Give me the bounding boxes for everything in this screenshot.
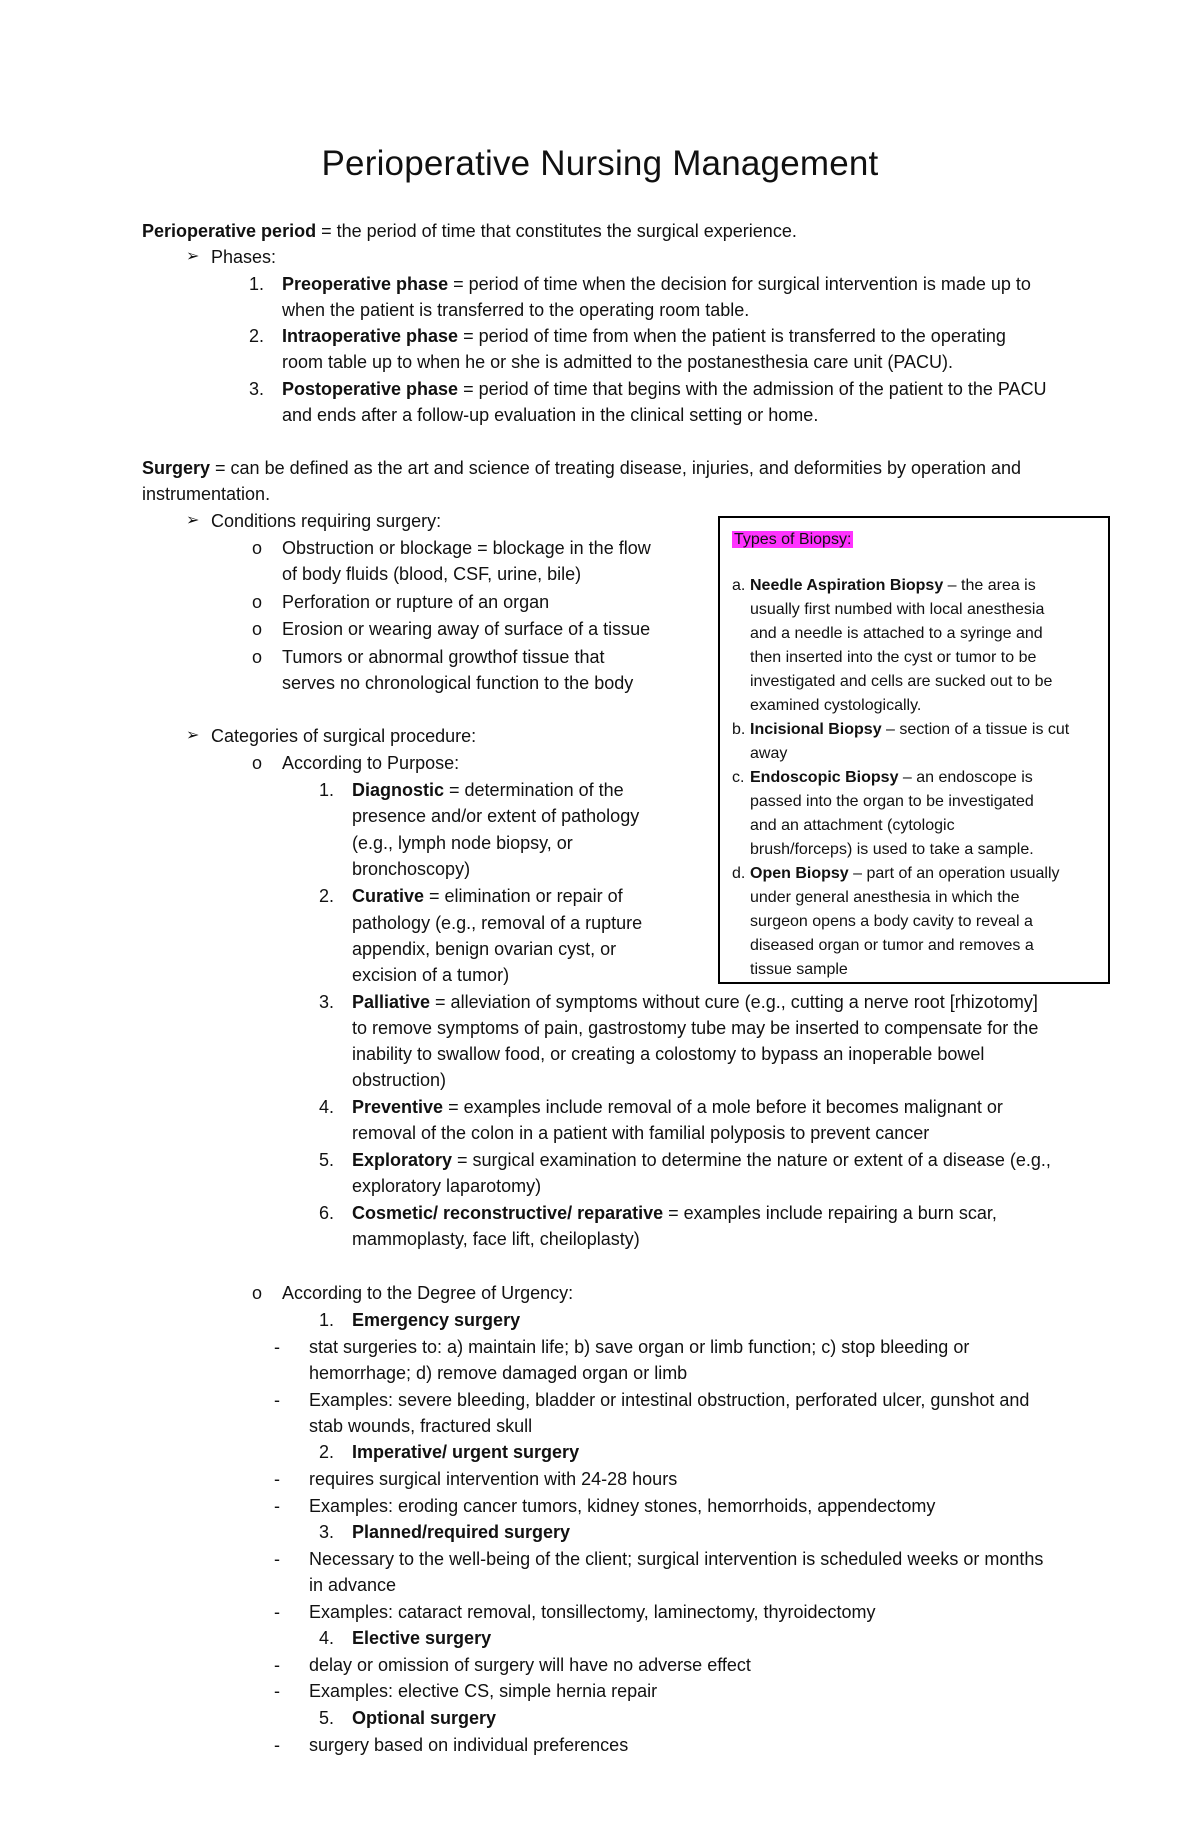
purpose-term: Palliative [352,992,431,1012]
dash-bullet: - [274,1469,280,1489]
purpose-diagnostic [352,777,624,803]
conditions-label: Conditions requiring surgery: [211,511,442,531]
phase-text: = period of time that begins with the admission of the patient to the PACU [458,379,1047,399]
phase-text: when the patient is transferred to the operating room table. [282,300,750,320]
biopsy-term: Incisional Biopsy [750,721,882,738]
phase-intraoperative [282,323,1006,349]
period-definition [142,218,797,244]
phase-term: Postoperative phase [282,379,459,399]
biopsy-text: surgeon opens a body cavity to reveal a [750,913,1033,930]
purpose-label: According to Purpose: [282,753,460,773]
urgency-elective: Elective surgery [352,1628,492,1648]
surgery-term: Surgery [142,458,211,478]
urgency-number: 4. [318,1628,334,1648]
purpose-number: 3. [318,992,334,1012]
dash-bullet: - [274,1390,280,1410]
urgency-item: stab wounds, fractured skull [309,1416,533,1436]
period-def: = the period of time that constitutes the surgical experience. [316,221,797,241]
urgency-item: stat surgeries to: a) maintain life; b) save organ or limb function; c) stop bleeding or [309,1337,970,1357]
phase-number: 1. [248,274,264,294]
purpose-text: = surgical examination to determine the nature or extent of a disease (e.g., [452,1150,1051,1170]
surgery-def: instrumentation. [142,484,271,504]
purpose-number: 5. [318,1150,334,1170]
purpose-number: 4. [318,1097,334,1117]
phase-term: Intraoperative phase [282,326,459,346]
urgency-item: Examples: severe bleeding, bladder or intestinal obstruction, perforated ulcer, gunshot and [309,1390,1030,1410]
biopsy-text: under general anesthesia in which the [750,889,1020,906]
purpose-text: pathology (e.g., removal of a rupture [352,913,643,933]
purpose-number: 6. [318,1203,334,1223]
biopsy-text: – an endoscope is [898,769,1033,786]
phase-number: 3. [248,379,264,399]
biopsy-text: diseased organ or tumor and removes a [750,937,1034,954]
condition-item: of body fluids (blood, CSF, urine, bile) [282,564,582,584]
phase-postoperative [282,376,1047,402]
purpose-text: bronchoscopy) [352,859,471,879]
purpose-term: Curative [352,886,425,906]
phase-preoperative [282,271,1031,297]
purpose-text: = elimination or repair of [424,886,623,906]
urgency-planned: Planned/required surgery [352,1522,571,1542]
urgency-optional: Optional surgery [352,1708,497,1728]
purpose-curative [352,883,623,909]
phase-term: Preoperative phase [282,274,449,294]
biopsy-endoscopic [750,766,1033,790]
purpose-text: = examples include repairing a burn scar, [663,1203,997,1223]
purpose-preventive [352,1094,1003,1120]
purpose-text: = determination of the [444,780,624,800]
urgency-number: 1. [318,1310,334,1330]
biopsy-text: – the area is [943,577,1036,594]
biopsy-letter: a. [732,577,746,594]
arrow-bullet-icon: ➢ [186,727,200,744]
circle-bullet-icon: o [252,647,263,667]
biopsy-letter: d. [732,865,746,882]
condition-item: Perforation or rupture of an organ [282,592,550,612]
urgency-number: 5. [318,1708,334,1728]
purpose-cosmetic [352,1200,997,1226]
purpose-text: inability to swallow food, or creating a colostomy to bypass an inoperable bowel [352,1044,985,1064]
biopsy-open [750,862,1060,886]
circle-bullet-icon: o [252,619,263,639]
urgency-emergency: Emergency surgery [352,1310,521,1330]
condition-item: serves no chronological function to the body [282,673,634,693]
phases-label: Phases: [211,247,277,267]
circle-bullet-icon: o [252,592,263,612]
urgency-item: in advance [309,1575,397,1595]
purpose-text: = alleviation of symptoms without cure (e.g., cutting a nerve root [rhizotomy] [430,992,1038,1012]
phase-text: room table up to when he or she is admitted to the postanesthesia care unit (PACU). [282,352,954,372]
purpose-term: Exploratory [352,1150,453,1170]
condition-item: Tumors or abnormal growthof tissue that [282,647,605,667]
biopsy-term: Needle Aspiration Biopsy [750,577,944,594]
biopsy-heading-highlight: Types of Biopsy: [734,531,852,548]
arrow-bullet-icon: ➢ [186,248,200,265]
period-term: Perioperative period [142,221,317,241]
circle-bullet-icon: o [252,753,263,773]
biopsy-box [718,516,1110,984]
biopsy-text: tissue sample [750,961,848,978]
biopsy-needle [750,574,1036,598]
purpose-text: (e.g., lymph node biopsy, or [352,833,573,853]
urgency-number: 3. [318,1522,334,1542]
biopsy-text: and an attachment (cytologic [750,817,955,834]
biopsy-text: then inserted into the cyst or tumor to be [750,649,1037,666]
page-title: Perioperative Nursing Management [321,144,879,183]
biopsy-text: examined cystologically. [750,697,922,714]
phase-text: = period of time from when the patient is transferred to the operating [458,326,1006,346]
circle-bullet-icon: o [252,1283,263,1303]
surgery-definition [142,455,1021,481]
urgency-item: requires surgical intervention with 24-28 hours [309,1469,678,1489]
circle-bullet-icon: o [252,538,263,558]
phase-text: = period of time when the decision for surgical intervention is made up to [448,274,1031,294]
purpose-number: 2. [318,886,334,906]
purpose-text: removal of the colon in a patient with familial polyposis to prevent cancer [352,1123,930,1143]
arrow-bullet-icon: ➢ [186,512,200,529]
dash-bullet: - [274,1602,280,1622]
purpose-text: appendix, benign ovarian cyst, or [352,939,617,959]
dash-bullet: - [274,1549,280,1569]
purpose-palliative [352,989,1038,1015]
phase-number: 2. [248,326,264,346]
purpose-term: Preventive [352,1097,444,1117]
biopsy-text: investigated and cells are sucked out to be [750,673,1053,690]
urgency-item: delay or omission of surgery will have no adverse effect [309,1655,751,1675]
biopsy-text: away [750,745,788,762]
purpose-text: presence and/or extent of pathology [352,806,640,826]
dash-bullet: - [274,1735,280,1755]
dash-bullet: - [274,1681,280,1701]
condition-item: Erosion or wearing away of surface of a tissue [282,619,651,639]
dash-bullet: - [274,1655,280,1675]
urgency-item: Examples: cataract removal, tonsillectomy, laminectomy, thyroidectomy [309,1602,876,1622]
urgency-item: Examples: eroding cancer tumors, kidney stones, hemorrhoids, appendectomy [309,1496,936,1516]
urgency-item: Necessary to the well-being of the client; surgical intervention is scheduled weeks or months [309,1549,1044,1569]
phase-text: and ends after a follow-up evaluation in the clinical setting or home. [282,405,819,425]
purpose-text: exploratory laparotomy) [352,1176,542,1196]
urgency-item: hemorrhage; d) remove damaged organ or limb [309,1363,688,1383]
purpose-exploratory [352,1147,1051,1173]
biopsy-term: Endoscopic Biopsy [750,769,899,786]
dash-bullet: - [274,1496,280,1516]
biopsy-text: brush/forceps) is used to take a sample. [750,841,1034,858]
biopsy-term: Open Biopsy [750,865,849,882]
purpose-text: = examples include removal of a mole before it becomes malignant or [443,1097,1003,1117]
purpose-text: obstruction) [352,1070,447,1090]
condition-item: Obstruction or blockage = blockage in the flow [282,538,651,558]
urgency-item: surgery based on individual preferences [309,1735,629,1755]
urgency-item: Examples: elective CS, simple hernia repair [309,1681,658,1701]
biopsy-text: – part of an operation usually [848,865,1060,882]
urgency-label: According to the Degree of Urgency: [282,1283,574,1303]
urgency-number: 2. [318,1442,334,1462]
biopsy-text: usually first numbed with local anesthesia [750,601,1045,618]
biopsy-heading [732,528,853,552]
biopsy-letter: c. [732,769,745,786]
biopsy-text: passed into the organ to be investigated [750,793,1034,810]
purpose-term: Diagnostic [352,780,445,800]
biopsy-text: and a needle is attached to a syringe and [750,625,1043,642]
urgency-imperative: Imperative/ urgent surgery [352,1442,580,1462]
purpose-text: mammoplasty, face lift, cheiloplasty) [352,1229,640,1249]
surgery-def: = can be defined as the art and science of treating disease, injuries, and deformities by operation and [210,458,1022,478]
categories-label: Categories of surgical procedure: [211,726,477,746]
purpose-text: to remove symptoms of pain, gastrostomy tube may be inserted to compensate for the [352,1018,1039,1038]
biopsy-text: – section of a tissue is cut [881,721,1070,738]
purpose-number: 1. [318,780,334,800]
biopsy-letter: b. [732,721,746,738]
biopsy-incisional [750,718,1069,742]
dash-bullet: - [274,1337,280,1357]
purpose-text: excision of a tumor) [352,965,510,985]
purpose-term: Cosmetic/ reconstructive/ reparative [352,1203,664,1223]
